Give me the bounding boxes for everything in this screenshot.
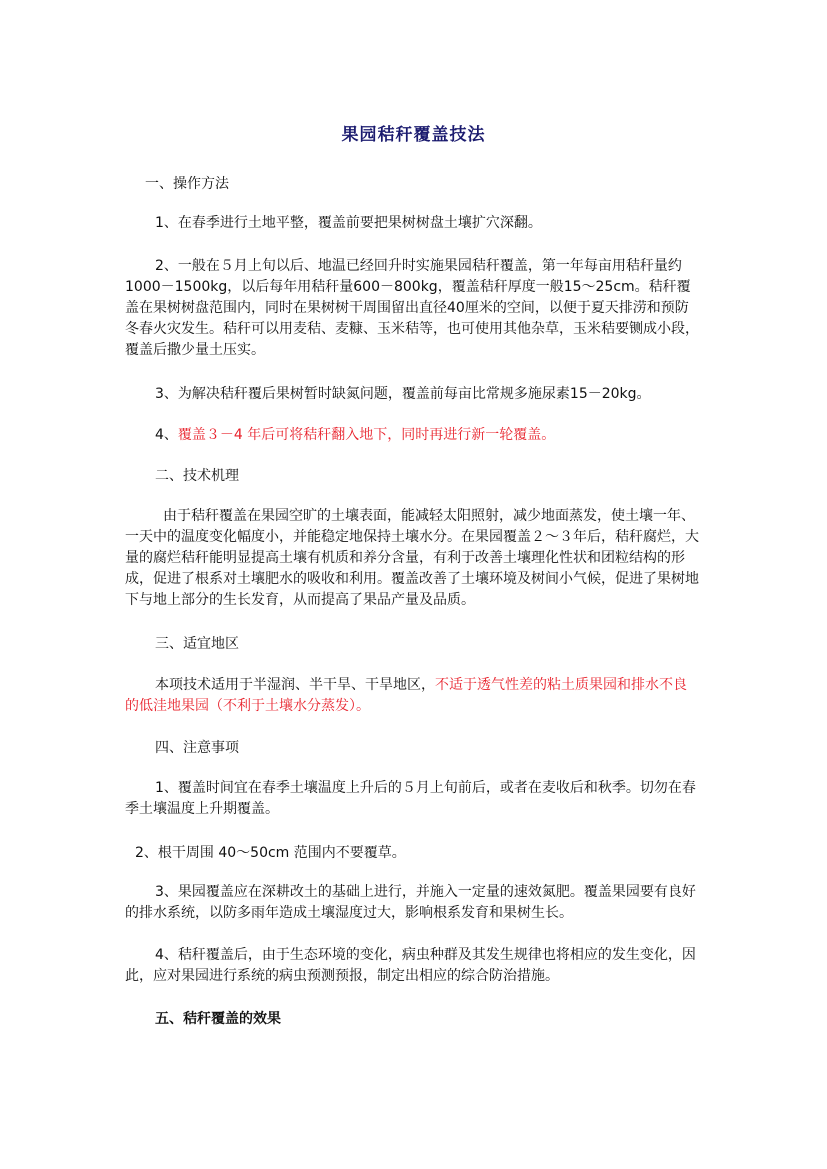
- notes-item-2: 2、根干周围 40～50cm 范围内不要覆草。: [135, 845, 406, 861]
- step-4-highlight-text: 覆盖３－4 年后可将秸秆翻入地下，同时再进行新一轮覆盖。: [177, 427, 556, 443]
- section-heading-notes: 四、注意事项: [155, 740, 239, 756]
- regions-warning-text: 不适于透气性差的粘土质果园和排水不良的低洼地果园（不利于土壤水分蒸发）。: [125, 677, 687, 714]
- operation-step-2: 2、一般在５月上旬以后、地温已经回升时实施果园秸秆覆盖，第一年每亩用秸秆量约1000－1500kg，以后每年用秸秆量600－800kg，覆盖秸秆厚度一般15～25cm。秸秆覆盖在果树树盘范围内，同时在果树树干周围留出直径40厘米的空间，以便于夏天排涝和预防冬春火灾发生。秸秆可以用麦秸、麦糠、玉米秸等，也可使用其他杂草，玉米秸要铡成小段，覆盖后撒少量土压实。: [125, 258, 699, 358]
- regions-text: 本项技术适用于半湿润、半干旱、干旱地区，: [155, 677, 435, 693]
- section-heading-mechanism: 二、技术机理: [155, 468, 239, 484]
- notes-item-4: 4、秸秆覆盖后，由于生态环境的变化，病虫种群及其发生规律也将相应的发生变化，因此，应对果园进行系统的病虫预测预报，制定出相应的综合防治措施。: [125, 947, 696, 984]
- operation-step-3: 3、为解决秸秆覆后果树暂时缺氮问题，覆盖前每亩比常规多施尿素15－20kg。: [155, 386, 651, 402]
- section-heading-operation: 一、操作方法: [145, 176, 229, 192]
- notes-item-3: 3、果园覆盖应在深耕改土的基础上进行，并施入一定量的速效氮肥。覆盖果园要有良好的排水系统，以防多雨年造成土壤湿度过大，影响根系发育和果树生长。: [125, 884, 696, 921]
- document-title: 果园秸秆覆盖技法: [341, 125, 486, 145]
- section-heading-regions: 三、适宜地区: [155, 636, 239, 652]
- mechanism-paragraph: 由于秸秆覆盖在果园空旷的土壤表面，能减轻太阳照射，减少地面蒸发，使土壤一年、一天中的温度变化幅度小，并能稳定地保持土壤水分。在果园覆盖２～３年后，秸秆腐烂，大量的腐烂秸秆能明显提高土壤有机质和养分含量，有利于改善土壤理化性状和团粒结构的形成，促进了根系对土壤肥水的吸收和利用。覆盖改善了土壤环境及树间小气候，促进了果树地下与地上部分的生长发育，从而提高了果品产量及品质。: [125, 508, 699, 608]
- operation-step-4: [125, 425, 700, 446]
- operation-step-1: 1、在春季进行土地平整，覆盖前要把果树树盘土壤扩穴深翻。: [155, 215, 542, 231]
- notes-item-1: 1、覆盖时间宜在春季土壤温度上升后的５月上旬前后，或者在麦收后和秋季。切勿在春季土壤温度上升期覆盖。: [125, 780, 696, 817]
- section-heading-effects: 五、秸秆覆盖的效果: [155, 1011, 281, 1027]
- regions-paragraph: [125, 675, 700, 717]
- step-4-number: 4、: [155, 427, 178, 443]
